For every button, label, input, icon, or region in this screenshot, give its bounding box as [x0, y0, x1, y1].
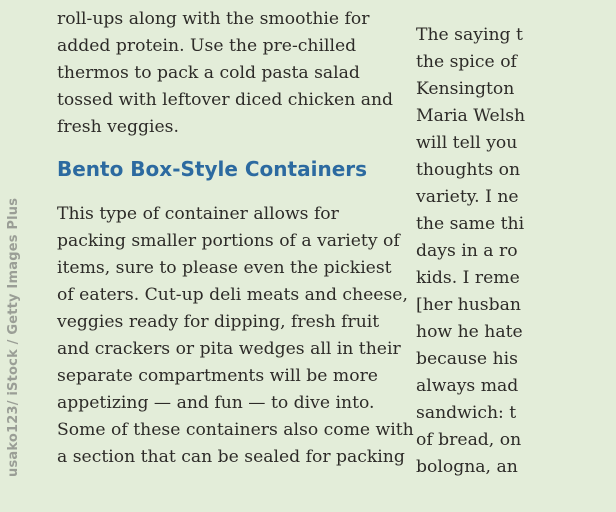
text-line: because his	[416, 349, 518, 369]
intro-paragraph	[57, 6, 397, 141]
text-line: separate compartments will be more	[57, 366, 378, 386]
text-line: veggies ready for dipping, fresh fruit	[57, 312, 380, 332]
text-line: [her husban	[416, 295, 521, 315]
text-line: This type of container allows for	[57, 204, 339, 224]
text-line: added protein. Use the pre-chilled	[57, 36, 357, 56]
text-line: tossed with leftover diced chicken and	[57, 90, 394, 110]
main-column	[57, 6, 414, 471]
body-paragraph	[57, 201, 414, 471]
text-line: of bread, on	[416, 430, 522, 450]
text-line: roll-ups along with the smoothie for	[57, 9, 370, 29]
text-line: appetizing — and fun — to dive into.	[57, 393, 375, 413]
text-line: Kensington	[416, 79, 515, 99]
photo-credit-text: usako123/ iStock / Getty Images Plus	[6, 197, 21, 477]
text-line: how he hate	[416, 322, 523, 342]
text-line: sandwich: t	[416, 403, 517, 423]
text-line: the spice of	[416, 52, 517, 72]
text-line: The saying t	[416, 25, 523, 45]
text-line: days in a ro	[416, 241, 518, 261]
text-line: always mad	[416, 376, 519, 396]
text-line: Maria Welsh	[416, 106, 526, 126]
text-line: bologna, an	[416, 457, 518, 477]
text-line: and crackers or pita wedges all in their	[57, 339, 401, 359]
text-line: thoughts on	[416, 160, 521, 180]
text-line: items, sure to please even the pickiest	[57, 258, 392, 278]
text-line: variety. I ne	[416, 187, 519, 207]
text-line: packing smaller portions of a variety of	[57, 231, 400, 251]
text-line: of eaters. Cut-up deli meats and cheese,	[57, 285, 408, 305]
text-line: a section that can be sealed for packing	[57, 447, 405, 467]
side-column	[416, 22, 616, 481]
section-heading: Bento Box-Style Containers	[57, 157, 368, 181]
side-paragraph	[416, 22, 616, 481]
text-line: Some of these containers also come with	[57, 420, 414, 440]
photo-credit	[6, 197, 21, 492]
text-line: the same thi	[416, 214, 525, 234]
text-line: fresh veggies.	[57, 117, 179, 137]
text-line: thermos to pack a cold pasta salad	[57, 63, 360, 83]
text-line: will tell you	[416, 133, 518, 153]
text-line: kids. I reme	[416, 268, 520, 288]
